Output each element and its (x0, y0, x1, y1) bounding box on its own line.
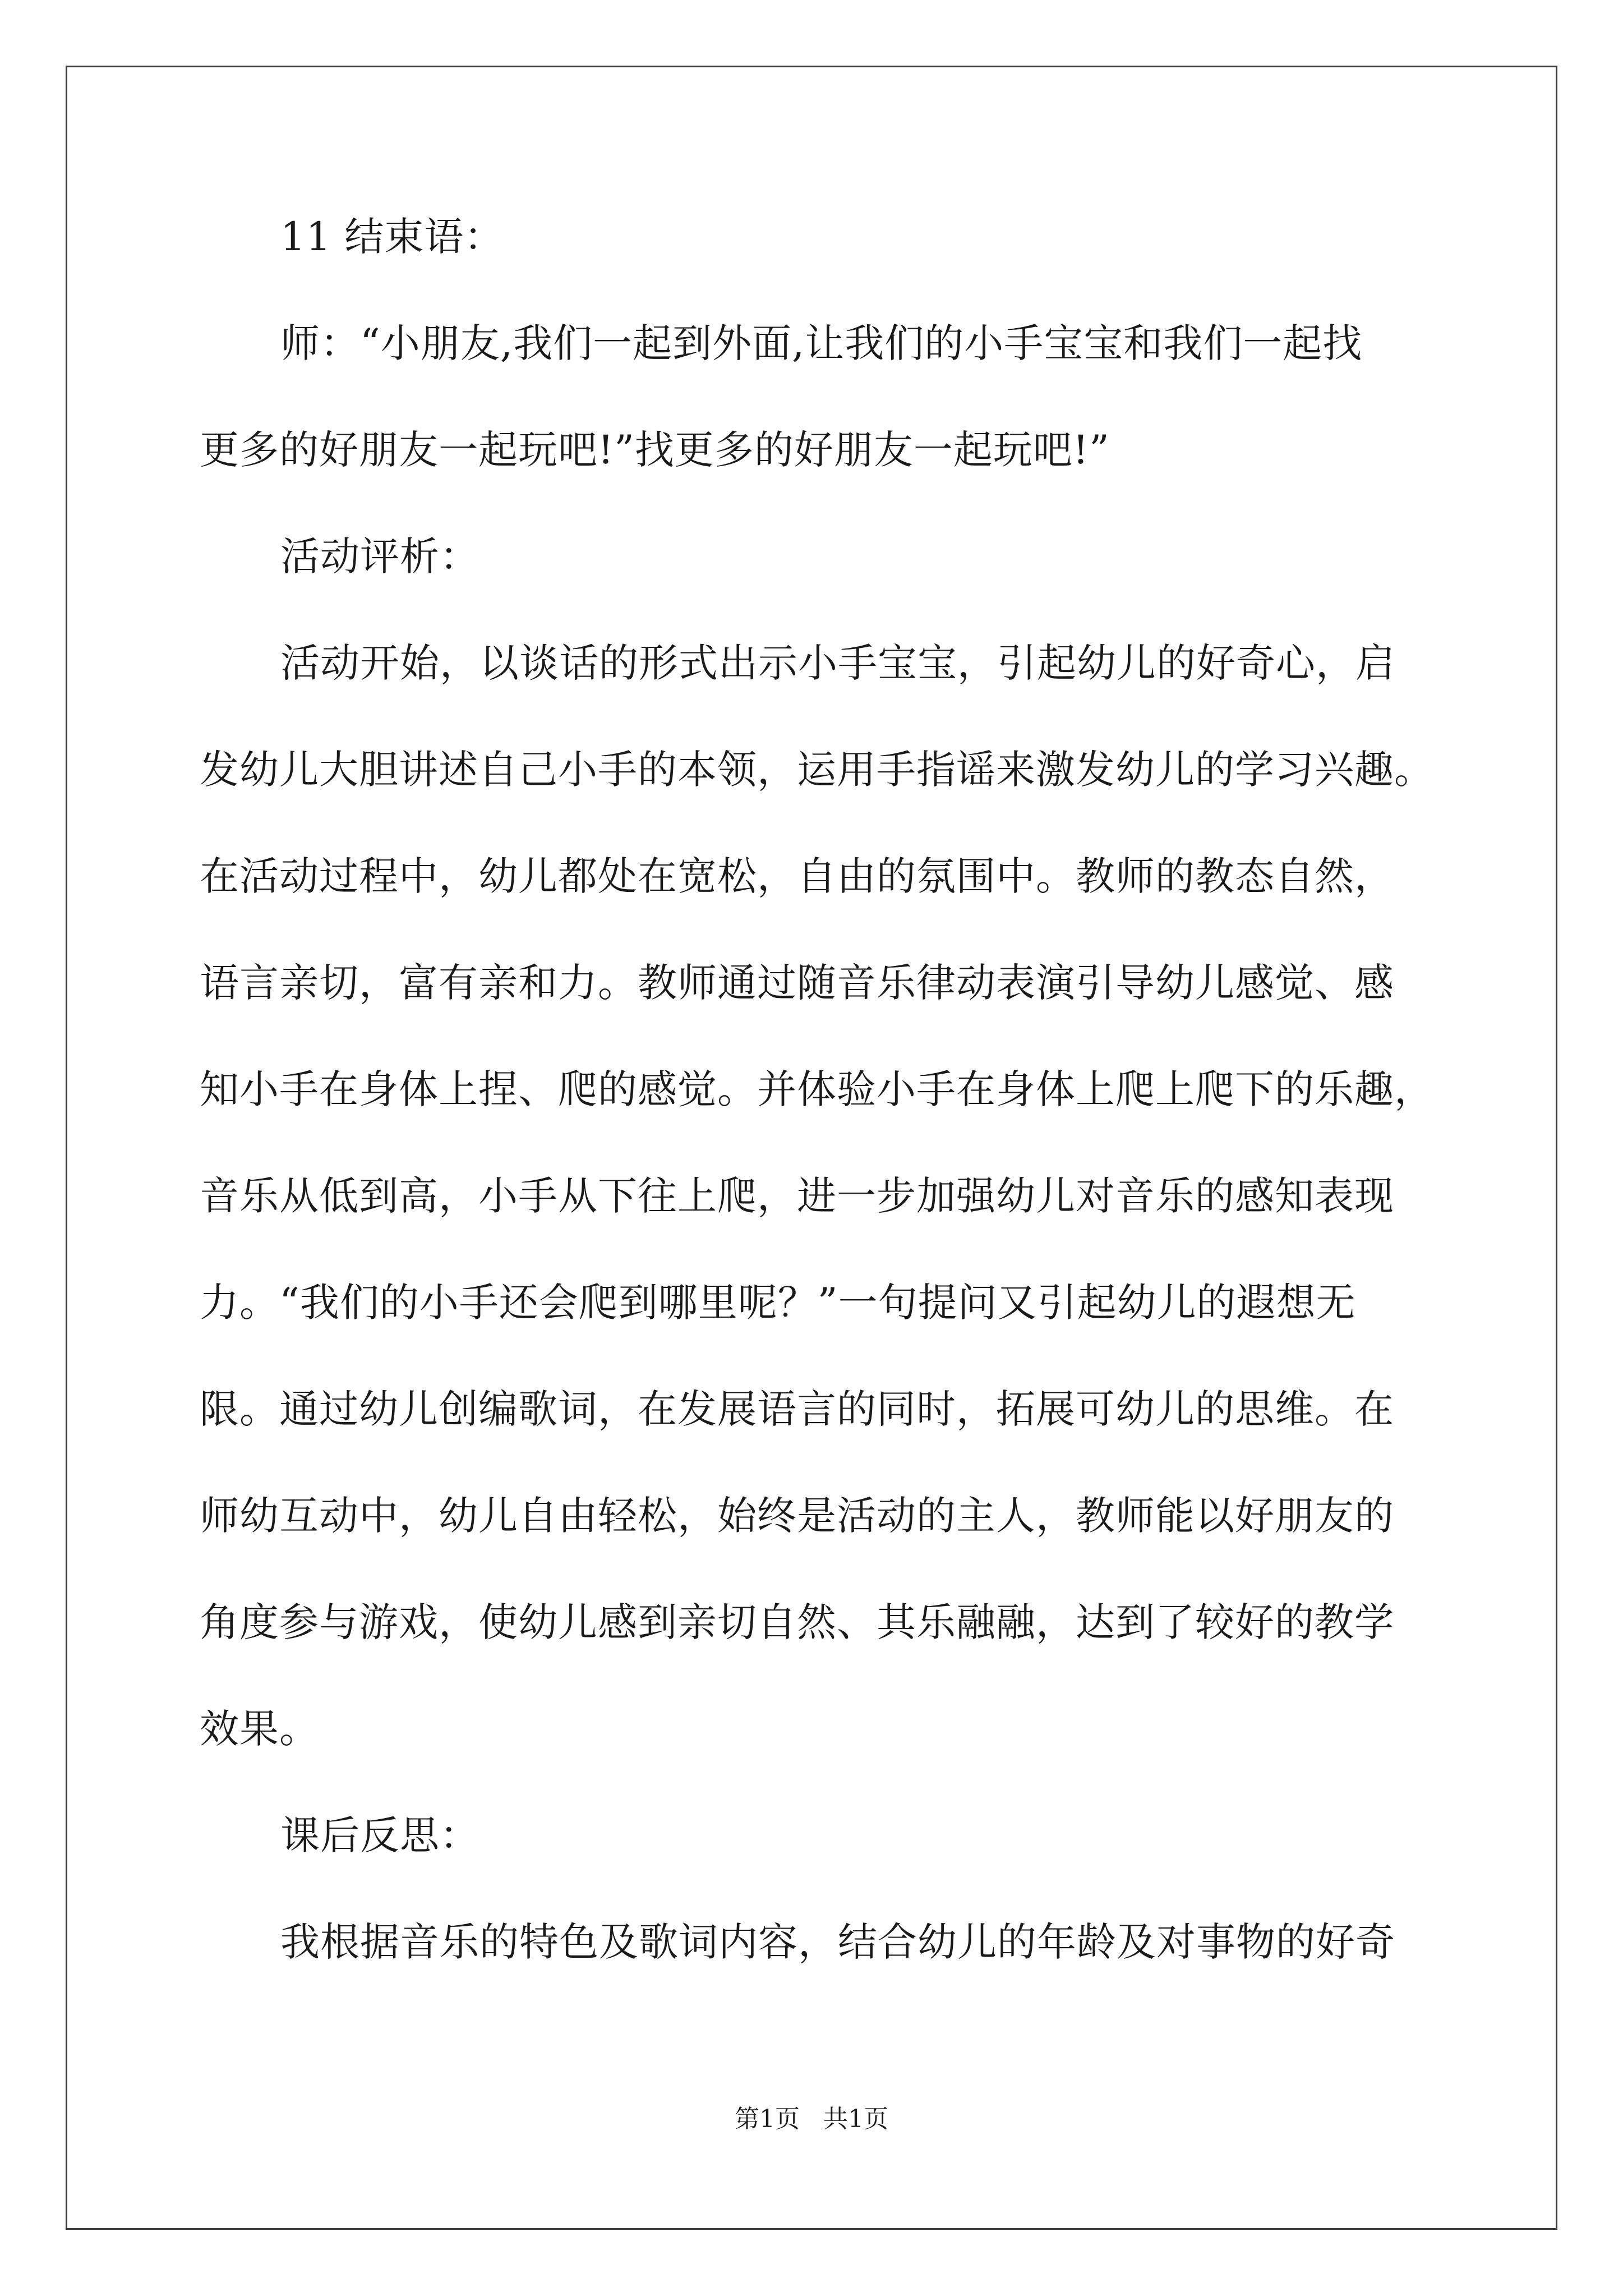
heading-conclusion: 11 结束语： (280, 214, 504, 260)
page-frame (66, 66, 1557, 2230)
paragraph-line: 语言亲切，富有亲和力。教师通过随音乐律动表演引导幼儿感觉、感 (200, 960, 1394, 1006)
paragraph-line: 师：“小朋友,我们一起到外面,让我们的小手宝宝和我们一起找 (280, 320, 1363, 366)
paragraph-line: 限。通过幼儿创编歌词，在发展语言的同时，拓展可幼儿的思维。在 (200, 1386, 1394, 1432)
paragraph-line: 我根据音乐的特色及歌词内容，结合幼儿的年龄及对事物的好奇 (280, 1919, 1395, 1965)
paragraph-line: 知小手在身体上捏、爬的感觉。并体验小手在身体上爬上爬下的乐趣， (200, 1066, 1434, 1112)
paragraph-line: 活动开始，以谈话的形式出示小手宝宝，引起幼儿的好奇心，启 (280, 640, 1395, 686)
heading-activity-analysis: 活动评析： (280, 533, 479, 579)
paragraph-line: 效果。 (200, 1706, 319, 1752)
paragraph-line: 角度参与游戏，使幼儿感到亲切自然、其乐融融，达到了较好的教学 (200, 1599, 1394, 1645)
paragraph-line: 师幼互动中，幼儿自由轻松，始终是活动的主人，教师能以好朋友的 (200, 1493, 1394, 1539)
paragraph-line: 更多的好朋友一起玩吧!”找更多的好朋友一起玩吧!” (200, 427, 1110, 473)
heading-reflection: 课后反思： (280, 1812, 479, 1858)
page-footer: 第1页 共1页 (735, 2105, 888, 2133)
paragraph-line: 力。“我们的小手还会爬到哪里呢？”一句提问又引起幼儿的遐想无 (200, 1280, 1356, 1326)
paragraph-line: 发幼儿大胆讲述自己小手的本领，运用手指谣来激发幼儿的学习兴趣。 (200, 747, 1434, 793)
paragraph-line: 音乐从低到高，小手从下往上爬，进一步加强幼儿对音乐的感知表现 (200, 1173, 1394, 1219)
paragraph-line: 在活动过程中，幼儿都处在宽松，自由的氛围中。教师的教态自然， (200, 853, 1394, 899)
